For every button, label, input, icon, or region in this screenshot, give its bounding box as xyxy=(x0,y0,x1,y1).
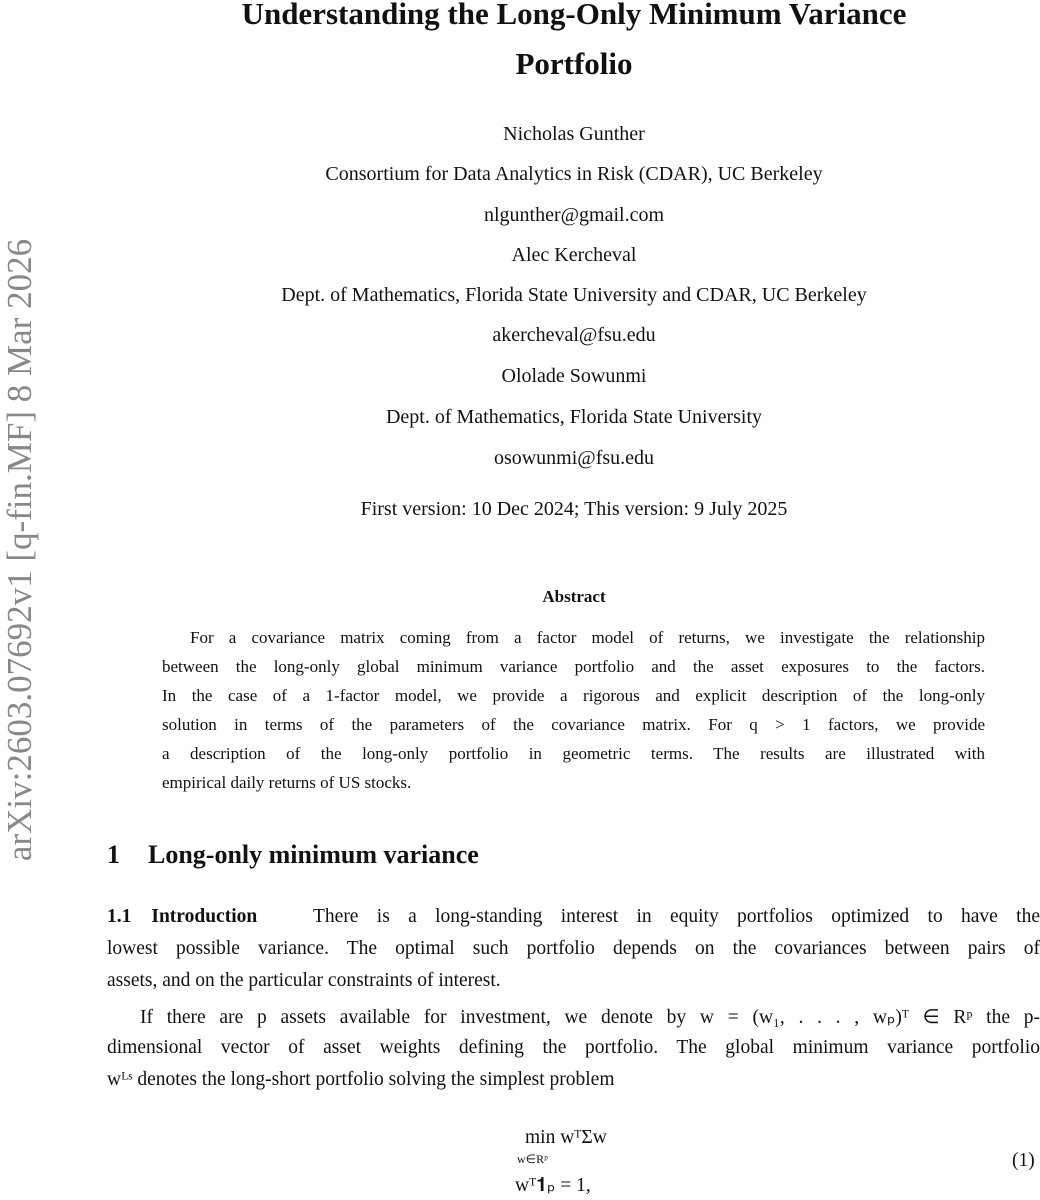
abstract-line: between the long-only global minimum variance portfolio and the asset exposures to the factors. xyxy=(162,657,985,676)
author-affiliation: Consortium for Data Analytics in Risk (CDAR), UC Berkeley xyxy=(325,163,823,185)
subsection-title: Introduction xyxy=(151,906,258,927)
equation-subscript: w∈Rᵖ xyxy=(517,1152,548,1166)
subsection-number: 1.1 xyxy=(107,906,132,927)
author-affiliation: Dept. of Mathematics, Florida State University xyxy=(385,406,763,428)
abstract-line: empirical daily returns of US stocks. xyxy=(162,773,412,792)
equation-constraint: wᵀ𝟏ₚ = 1, xyxy=(515,1175,591,1196)
author-name: Nicholas Gunther xyxy=(503,123,645,145)
body-line: lowest possible variance. The optimal such portfolio depends on the covariances between pairs of xyxy=(107,938,1040,959)
abstract-line: a description of the long-only portfolio in geometric terms. The results are illustrated with xyxy=(162,744,985,763)
section-number: 1 xyxy=(107,840,120,869)
author-name: Alec Kercheval xyxy=(511,244,637,266)
author-email[interactable]: akercheval@fsu.edu xyxy=(492,324,656,346)
body-line: dimensional vector of asset weights defining the portfolio. The global minimum variance portfolio xyxy=(107,1037,1040,1058)
paper-title-line-1: Understanding the Long-Only Minimum Variance xyxy=(241,0,907,31)
abstract-line: For a covariance matrix coming from a factor model of returns, we investigate the relationship xyxy=(190,628,985,647)
author-email[interactable]: nlgunther@gmail.com xyxy=(483,204,665,226)
author-name: Ololade Sowunmi xyxy=(501,365,647,387)
version-date: First version: 10 Dec 2024; This version: 9 July 2025 xyxy=(360,498,788,520)
equation-objective: min wᵀΣw xyxy=(525,1127,607,1148)
body-line: assets, and on the particular constraints of interest. xyxy=(107,970,501,991)
body-line: wᴸˢ denotes the long-short portfolio solving the simplest problem xyxy=(107,1069,615,1090)
abstract-heading: Abstract xyxy=(542,587,606,606)
body-line: If there are p assets available for investment, we denote by w = (w₁, . . . , wₚ)ᵀ ∈ Rᵖ the p- xyxy=(140,1007,1040,1028)
author-affiliation: Dept. of Mathematics, Florida State University and CDAR, UC Berkeley xyxy=(281,284,867,306)
equation-number: (1) xyxy=(1012,1150,1035,1171)
body-line: There is a long-standing interest in equity portfolios optimized to have the xyxy=(313,906,1040,927)
author-email[interactable]: osowunmi@fsu.edu xyxy=(493,447,655,469)
abstract-line: solution in terms of the parameters of the covariance matrix. For q > 1 factors, we provide xyxy=(162,715,985,734)
abstract-line: In the case of a 1-factor model, we provide a rigorous and explicit description of the long-only xyxy=(162,686,985,705)
arxiv-identifier: arXiv:2603.07692v1 [q-fin.MF] 8 Mar 2026 xyxy=(0,238,39,862)
section-title: Long-only minimum variance xyxy=(148,840,479,869)
paper-title-line-2: Portfolio xyxy=(515,46,633,81)
subsection-heading xyxy=(107,906,257,928)
section-heading xyxy=(107,840,479,870)
